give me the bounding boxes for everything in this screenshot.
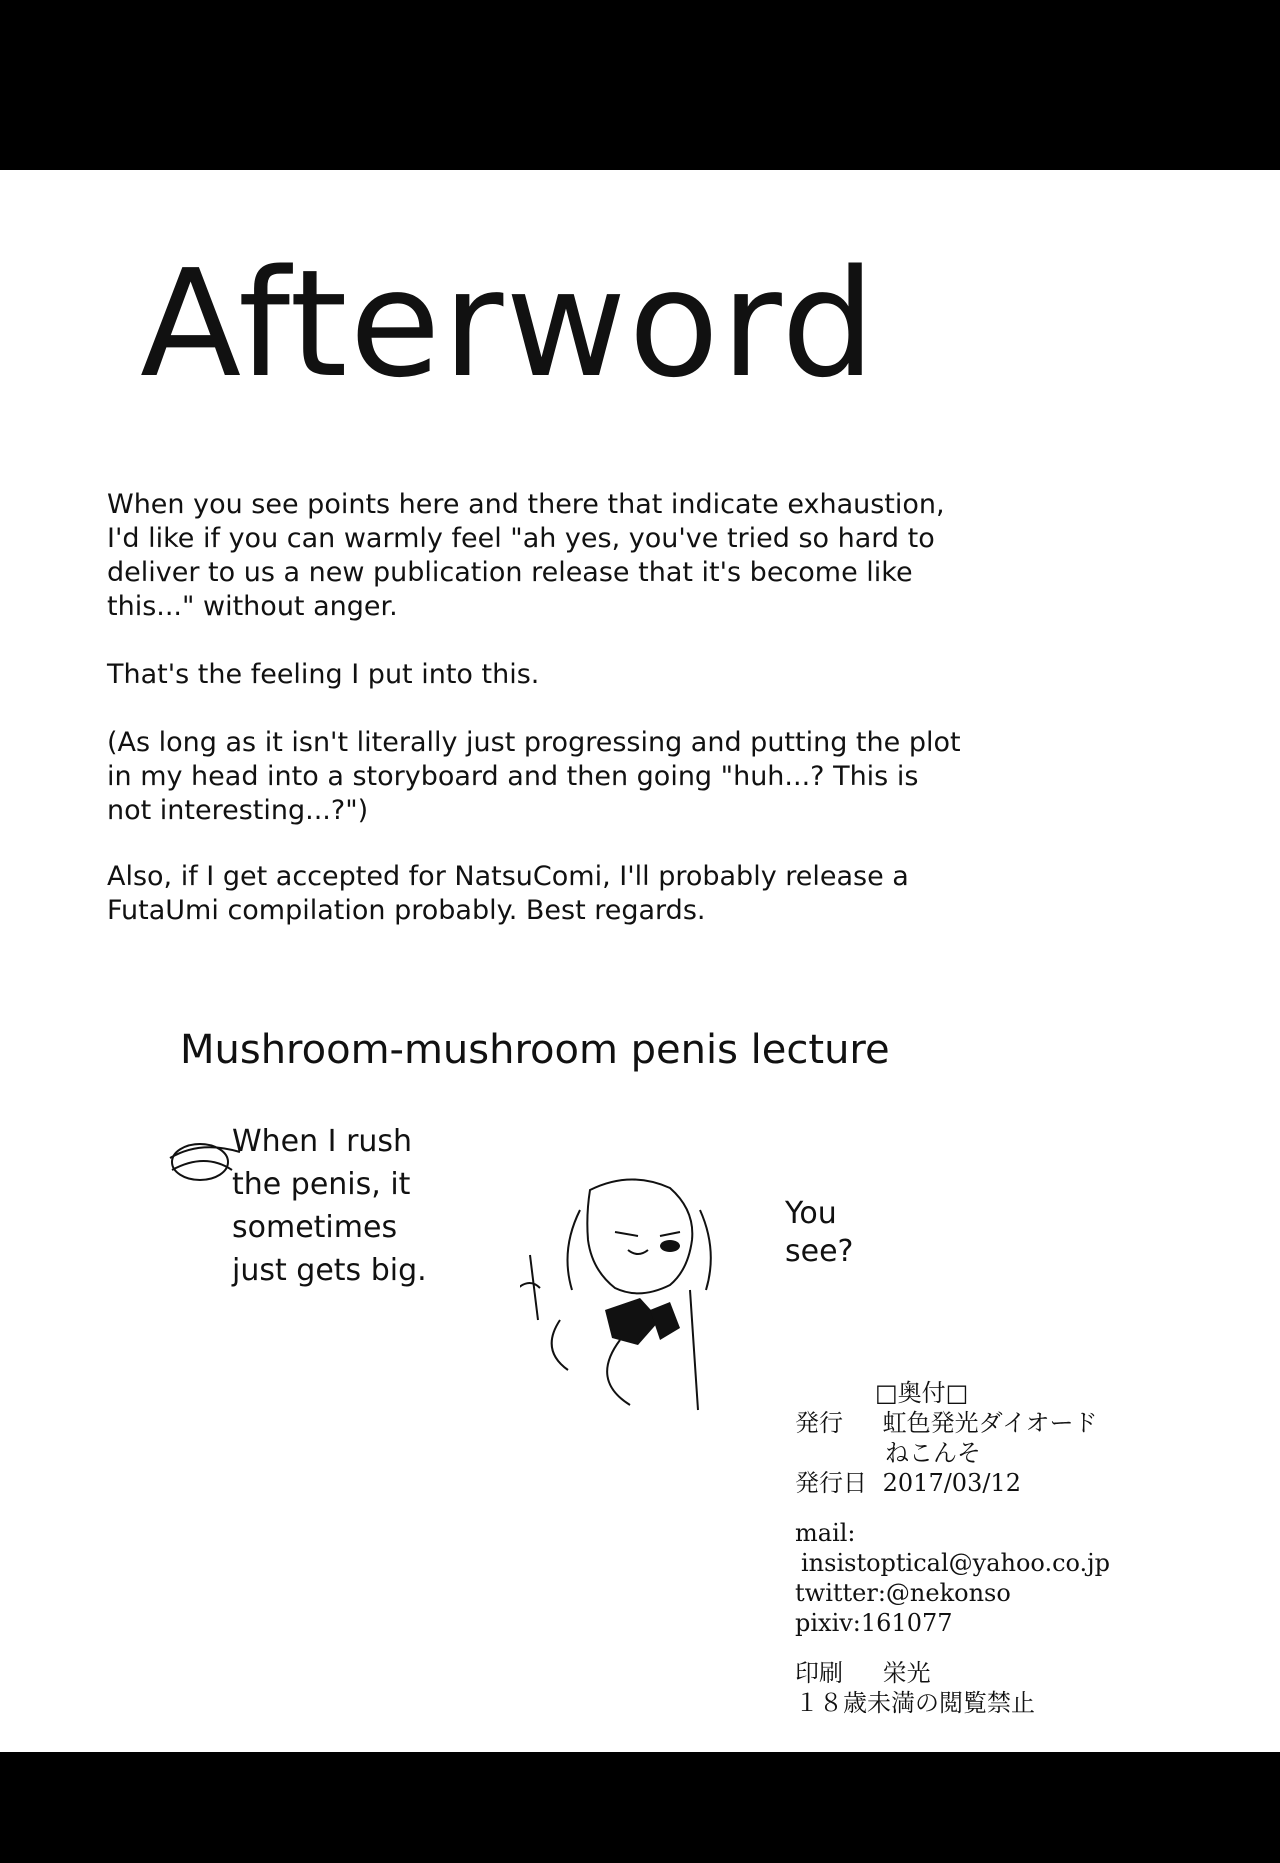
age-notice: １８歳未満の閲覧禁止 bbox=[795, 1689, 1035, 1717]
mail-label: mail: bbox=[795, 1519, 856, 1547]
colophon-gap-2 bbox=[795, 1638, 1225, 1658]
lecture-title: Mushroom-mushroom penis lecture bbox=[180, 1027, 890, 1073]
bottom-black-bar bbox=[0, 1752, 1280, 1863]
aside-line-1: You bbox=[785, 1196, 837, 1231]
publisher-circle: 虹色発光ダイオード bbox=[882, 1409, 1098, 1437]
print-label: 印刷 bbox=[795, 1659, 843, 1687]
colophon-publisher-row bbox=[795, 1408, 1225, 1438]
lecture-line-3: sometimes bbox=[232, 1210, 398, 1245]
lecture-line-2: the penis, it bbox=[232, 1167, 411, 1202]
paragraph-storyboard: (As long as it isn't literally just progressing and putting the plot in my head into a storyboard and then going "huh...? This is not interesting...?") bbox=[107, 727, 961, 826]
colophon-print-row bbox=[795, 1658, 1225, 1688]
colophon-heading: □奥付□ bbox=[875, 1379, 969, 1407]
colophon bbox=[795, 1378, 1225, 1718]
afterword-page bbox=[0, 170, 1280, 1752]
twitter-handle: twitter:@nekonso bbox=[795, 1579, 1011, 1607]
paragraph-feeling: That's the feeling I put into this. bbox=[107, 659, 540, 690]
publisher-author: ねこんそ bbox=[885, 1439, 981, 1467]
printer-name: 栄光 bbox=[882, 1659, 931, 1687]
paragraph-natsucomi: Also, if I get accepted for NatsuComi, I'll probably release a FutaUmi compilation probably. Best regards. bbox=[107, 861, 909, 926]
colophon-date-row bbox=[795, 1468, 1225, 1498]
publisher-label: 発行 bbox=[795, 1409, 843, 1437]
top-black-bar bbox=[0, 0, 1280, 170]
lecture-line-1: When I rush bbox=[232, 1124, 413, 1159]
pixiv-id: pixiv:161077 bbox=[795, 1609, 953, 1637]
page-title: Afterword bbox=[140, 238, 878, 410]
colophon-gap bbox=[795, 1498, 1225, 1518]
character-sketch bbox=[520, 1170, 780, 1420]
aside-text bbox=[785, 1195, 905, 1271]
mail-address: insistoptical@yahoo.co.jp bbox=[801, 1549, 1110, 1577]
lecture-line-4: just gets big. bbox=[232, 1253, 427, 1288]
aside-line-2: see? bbox=[785, 1234, 854, 1269]
date-label: 発行日 bbox=[795, 1469, 867, 1497]
publish-date: 2017/03/12 bbox=[882, 1469, 1021, 1497]
lecture-text bbox=[232, 1120, 532, 1292]
paragraph-exhaustion: When you see points here and there that indicate exhaustion, I'd like if you can warmly feel "ah yes, you've tried so hard to deliver to us a new publication release that it's become like this..." without anger. bbox=[107, 489, 945, 622]
